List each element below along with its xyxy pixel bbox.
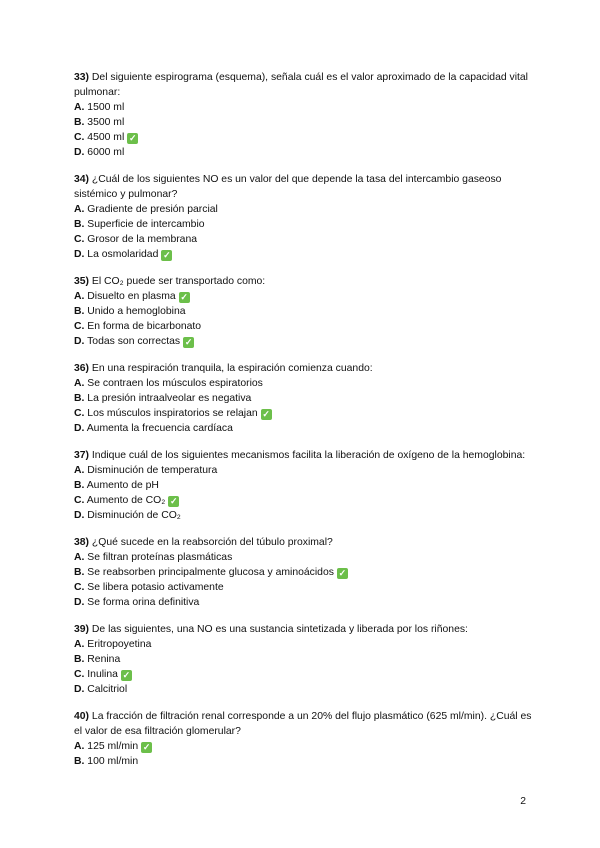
question-stem: Indique cuál de los siguientes mecanismos facilita la liberación de oxígeno de la hemoglobina: bbox=[91, 450, 526, 461]
option-letter: C. bbox=[74, 234, 85, 245]
option-text: Aumento de CO₂ bbox=[86, 495, 166, 506]
option-letter: B. bbox=[74, 654, 85, 665]
question-number: 35) bbox=[74, 276, 90, 287]
question-35 bbox=[74, 274, 534, 349]
question-39 bbox=[74, 622, 534, 697]
question-number: 40) bbox=[74, 711, 90, 722]
question-number: 39) bbox=[74, 624, 90, 635]
option-text: 3500 ml bbox=[87, 117, 125, 128]
option-text: Renina bbox=[87, 654, 121, 665]
option-letter: B. bbox=[74, 393, 85, 404]
answer-option bbox=[74, 130, 534, 145]
answer-option bbox=[74, 550, 534, 565]
check-mark-icon: ✓ bbox=[142, 742, 151, 752]
answer-option bbox=[74, 478, 534, 493]
question-text bbox=[74, 70, 534, 100]
answer-option bbox=[74, 100, 534, 115]
answer-option bbox=[74, 508, 534, 523]
answer-option bbox=[74, 217, 534, 232]
option-letter: B. bbox=[74, 219, 85, 230]
question-40 bbox=[74, 709, 534, 769]
option-text: La presión intraalveolar es negativa bbox=[87, 393, 252, 404]
check-mark-icon: ✓ bbox=[180, 292, 188, 302]
option-text: Inulina bbox=[87, 669, 118, 680]
question-number: 34) bbox=[74, 174, 90, 185]
option-text: 4500 ml bbox=[87, 132, 125, 143]
question-text bbox=[74, 709, 534, 739]
option-letter: A. bbox=[74, 741, 85, 752]
check-mark-icon: ✓ bbox=[338, 568, 347, 578]
option-letter: C. bbox=[74, 408, 85, 419]
option-letter: A. bbox=[74, 204, 85, 215]
answer-option bbox=[74, 463, 534, 478]
option-letter: A. bbox=[74, 639, 85, 650]
option-text: 1500 ml bbox=[87, 102, 125, 113]
option-text: Se libera potasio activamente bbox=[87, 582, 224, 593]
check-mark-icon: ✓ bbox=[262, 409, 270, 419]
option-letter: C. bbox=[74, 495, 85, 506]
check-mark-icon: ✓ bbox=[184, 337, 193, 347]
option-letter: B. bbox=[74, 306, 85, 317]
option-letter: B. bbox=[74, 756, 85, 767]
option-text: La osmolaridad bbox=[87, 249, 159, 260]
option-letter: B. bbox=[74, 567, 85, 578]
option-text: Disminución de CO₂ bbox=[87, 510, 181, 521]
answer-option bbox=[74, 145, 534, 160]
question-text bbox=[74, 622, 534, 637]
question-text bbox=[74, 274, 534, 289]
question-number: 33) bbox=[74, 72, 90, 83]
option-letter: A. bbox=[74, 378, 85, 389]
question-38 bbox=[74, 535, 534, 610]
option-text: Aumenta la frecuencia cardíaca bbox=[86, 423, 233, 434]
option-letter: D. bbox=[74, 336, 85, 347]
answer-option bbox=[74, 232, 534, 247]
option-text: 6000 ml bbox=[87, 147, 125, 158]
option-letter: B. bbox=[74, 117, 85, 128]
question-stem: El CO₂ puede ser transportado como: bbox=[91, 276, 266, 287]
answer-option bbox=[74, 391, 534, 406]
option-letter: C. bbox=[74, 321, 85, 332]
option-letter: D. bbox=[74, 597, 85, 608]
option-text: Disminución de temperatura bbox=[87, 465, 218, 476]
question-number: 36) bbox=[74, 363, 90, 374]
question-stem: La fracción de filtración renal corresponde a un 20% del flujo plasmático (625 ml/min). ¿Cuál es el valor de esa filtración glomerular? bbox=[74, 711, 532, 737]
question-stem: De las siguientes, una NO es una sustancia sintetizada y liberada por los riñones: bbox=[91, 624, 468, 635]
question-37 bbox=[74, 448, 534, 523]
page-number: 2 bbox=[520, 796, 526, 807]
option-text: Se contraen los músculos espiratorios bbox=[87, 378, 263, 389]
answer-option bbox=[74, 202, 534, 217]
check-mark-icon: ✓ bbox=[122, 670, 131, 680]
option-text: Grosor de la membrana bbox=[87, 234, 198, 245]
answer-option bbox=[74, 682, 534, 697]
answer-option bbox=[74, 580, 534, 595]
option-letter: D. bbox=[74, 510, 85, 521]
answer-option bbox=[74, 304, 534, 319]
answer-option bbox=[74, 406, 534, 421]
answer-option bbox=[74, 115, 534, 130]
option-letter: D. bbox=[74, 684, 85, 695]
question-text bbox=[74, 361, 534, 376]
option-text: Los músculos inspiratorios se relajan bbox=[87, 408, 258, 419]
option-letter: C. bbox=[74, 669, 85, 680]
check-mark-icon: ✓ bbox=[128, 133, 137, 143]
option-text: Se reabsorben principalmente glucosa y aminoácidos bbox=[87, 567, 334, 578]
option-letter: D. bbox=[74, 147, 85, 158]
option-text: Eritropoyetina bbox=[87, 639, 152, 650]
option-letter: A. bbox=[74, 291, 85, 302]
question-number: 38) bbox=[74, 537, 90, 548]
option-text: Se filtran proteínas plasmáticas bbox=[87, 552, 233, 563]
check-mark-icon: ✓ bbox=[163, 250, 171, 260]
option-text: Calcitriol bbox=[87, 684, 128, 695]
option-text: Superficie de intercambio bbox=[87, 219, 205, 230]
option-text: Aumento de pH bbox=[86, 480, 159, 491]
answer-option bbox=[74, 376, 534, 391]
question-text bbox=[74, 535, 534, 550]
question-stem: ¿Cuál de los siguientes NO es un valor del que depende la tasa del intercambio gaseoso sistémico y pulmonar? bbox=[74, 174, 502, 200]
answer-option bbox=[74, 754, 534, 769]
option-text: 125 ml/min bbox=[87, 741, 139, 752]
option-letter: C. bbox=[74, 582, 85, 593]
answer-option bbox=[74, 595, 534, 610]
option-letter: B. bbox=[74, 480, 85, 491]
question-stem: Del siguiente espirograma (esquema), señala cuál es el valor aproximado de la capacidad vital pulmonar: bbox=[74, 72, 528, 98]
question-list bbox=[74, 70, 534, 781]
option-letter: D. bbox=[74, 423, 85, 434]
answer-option bbox=[74, 334, 534, 349]
answer-option bbox=[74, 667, 534, 682]
check-mark-icon: ✓ bbox=[170, 496, 178, 506]
option-text: Se forma orina definitiva bbox=[87, 597, 200, 608]
option-text: En forma de bicarbonato bbox=[87, 321, 202, 332]
answer-option bbox=[74, 319, 534, 334]
option-text: Todas son correctas bbox=[87, 336, 181, 347]
option-letter: A. bbox=[74, 552, 85, 563]
question-text bbox=[74, 448, 534, 463]
question-36 bbox=[74, 361, 534, 436]
question-34 bbox=[74, 172, 534, 262]
answer-option bbox=[74, 652, 534, 667]
question-stem: En una respiración tranquila, la espiración comienza cuando: bbox=[91, 363, 373, 374]
question-number: 37) bbox=[74, 450, 90, 461]
option-text: Unido a hemoglobina bbox=[87, 306, 186, 317]
answer-option bbox=[74, 289, 534, 304]
answer-option bbox=[74, 637, 534, 652]
option-letter: A. bbox=[74, 465, 85, 476]
answer-option bbox=[74, 739, 534, 754]
option-text: Disuelto en plasma bbox=[87, 291, 176, 302]
option-text: Gradiente de presión parcial bbox=[87, 204, 218, 215]
question-33 bbox=[74, 70, 534, 160]
answer-option bbox=[74, 565, 534, 580]
answer-option bbox=[74, 247, 534, 262]
option-text: 100 ml/min bbox=[87, 756, 139, 767]
option-letter: A. bbox=[74, 102, 85, 113]
question-stem: ¿Qué sucede en la reabsorción del túbulo proximal? bbox=[91, 537, 333, 548]
option-letter: C. bbox=[74, 132, 85, 143]
question-text bbox=[74, 172, 534, 202]
answer-option bbox=[74, 493, 534, 508]
answer-option bbox=[74, 421, 534, 436]
option-letter: D. bbox=[74, 249, 85, 260]
